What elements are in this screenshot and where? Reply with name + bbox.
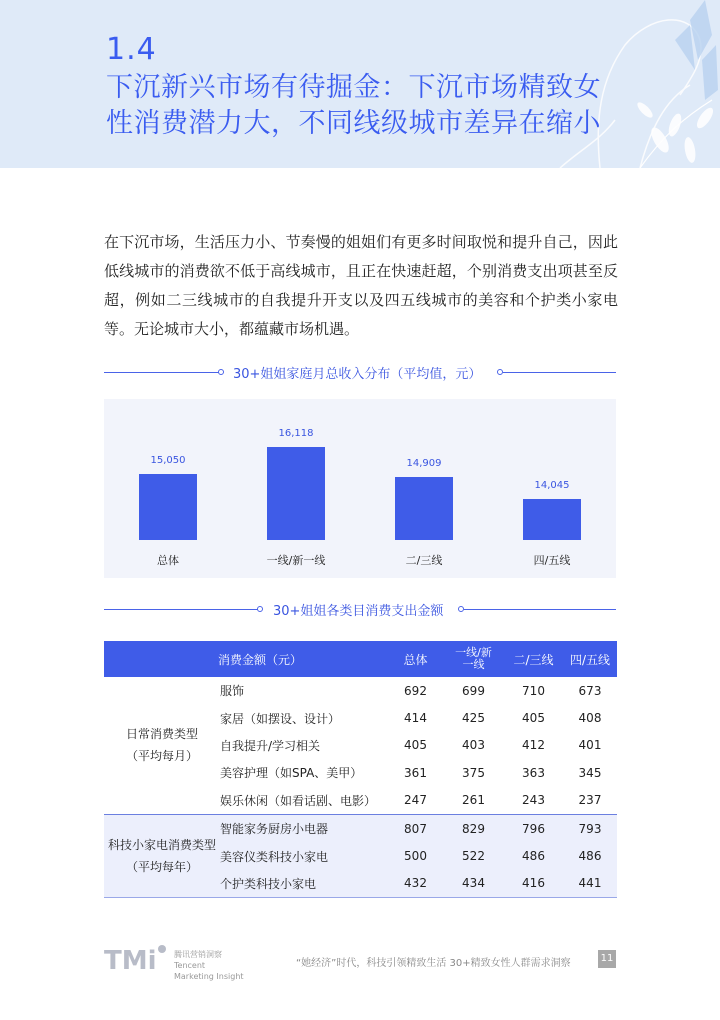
divider-left [104,372,220,373]
cell: 793 [563,814,617,842]
bar-0 [139,474,197,540]
section-title-line1: 下沉新兴市场有待掘金：下沉市场精致女 [106,72,601,103]
cell: 405 [522,711,545,726]
row-item: 美容护理（如SPA、美甲） [220,766,363,781]
header-category: 消费金额（元） [104,641,388,677]
cell: 414 [404,711,427,726]
section-number: 1.4 [106,32,157,67]
footer-caption: “她经济”时代，科技引领精致生活 30+精致女性人群需求洞察 [296,958,571,969]
bar-value-label-2: 14,909 [406,458,442,470]
bar-value-label-1: 16,118 [278,428,314,439]
header-banner [0,0,720,168]
header-overall: 总体 [388,641,443,677]
divider-right [503,372,616,373]
header-tier23: 二/三线 [504,641,563,677]
row-item: 个护类科技小家电 [220,870,388,898]
group-tech: 科技小家电消费类型 （平均每年） [104,814,220,897]
row-item: 智能家务厨房小电器 [220,814,388,842]
cell: 522 [443,842,504,869]
cell: 434 [443,870,504,898]
category-label-3: 四/五线 [533,554,571,567]
divider-dot-left-2 [257,606,263,612]
page-number: 11 [598,950,616,968]
cell: 361 [404,765,427,780]
divider-right-2 [464,609,616,610]
cell: 673 [578,683,602,698]
group-daily: 日常消费类型 （平均每月） [104,677,220,814]
cell: 829 [443,814,504,842]
section-title-line2: 性消费潜力大，不同线级城市差异在缩小 [106,108,601,139]
header-tier1: 一线/新一线 [443,641,504,677]
row-item: 自我提升/学习相关 [220,738,321,753]
row-item: 服饰 [220,684,245,699]
bar-2 [395,477,453,540]
cell: 486 [504,842,563,869]
cell: 486 [563,842,617,869]
bar-value-label-0: 15,050 [150,454,186,466]
bar-3 [523,499,581,540]
cell: 405 [404,738,427,753]
cell: 247 [388,787,443,815]
cell: 692 [404,683,427,698]
category-label-0: 总体 [157,554,179,567]
cell: 408 [578,711,602,726]
cell: 425 [462,711,485,726]
cell: 261 [443,787,504,815]
cell: 416 [504,870,563,898]
bar-1 [267,447,325,540]
chart-section-label: 30+姐姐家庭月总收入分布（平均值，元） [233,367,482,382]
table-section-label: 30+姐姐各类目消费支出金额 [273,604,444,619]
cell: 500 [388,842,443,869]
divider-left-2 [104,609,259,610]
cell: 243 [504,787,563,815]
row-item: 美容仪类科技小家电 [220,842,388,869]
table-row [104,677,617,704]
category-label-1: 一线/新一线 [266,554,326,567]
logo-subtitle: 腾讯营销洞察 Tencent Marketing Insight [174,950,244,981]
cell: 401 [578,738,602,753]
cell: 699 [462,683,485,698]
category-label-2: 二/三线 [405,554,443,567]
cell: 237 [563,787,617,815]
spending-table [104,641,617,898]
intro-paragraph: 在下沉市场，生活压力小、节奏慢的姐姐们有更多时间取悦和提升自己，因此低线城市的消费欲不低于高线城市，且正在快速赶超，个别消费支出项甚至反超，例如二三线城市的自我提升开支以及四五线城市的美容和个护类小家电等。无论城市大小，都蕴藏市场机遇。 [104,233,618,338]
cell: 432 [388,870,443,898]
row-item: 娱乐休闲（如看话剧、电影） [220,787,388,815]
cell: 403 [462,738,485,753]
bar-value-label-3: 14,045 [534,479,570,491]
table-header-row [104,641,617,677]
section-title [106,70,626,142]
cell: 807 [388,814,443,842]
cell: 345 [578,765,602,780]
divider-dot-left [218,369,224,375]
cell: 441 [563,870,617,898]
cell: 710 [522,683,545,698]
row-item: 家居（如摆设、设计） [220,711,341,726]
table-row [104,814,617,842]
cell: 363 [522,765,545,780]
income-bar-chart [104,399,616,578]
cell: 375 [462,765,485,780]
tmi-logo [104,942,172,974]
cell: 796 [504,814,563,842]
header-tier45: 四/五线 [563,641,617,677]
logo-text: TMi [104,946,157,974]
cell: 412 [522,738,545,753]
